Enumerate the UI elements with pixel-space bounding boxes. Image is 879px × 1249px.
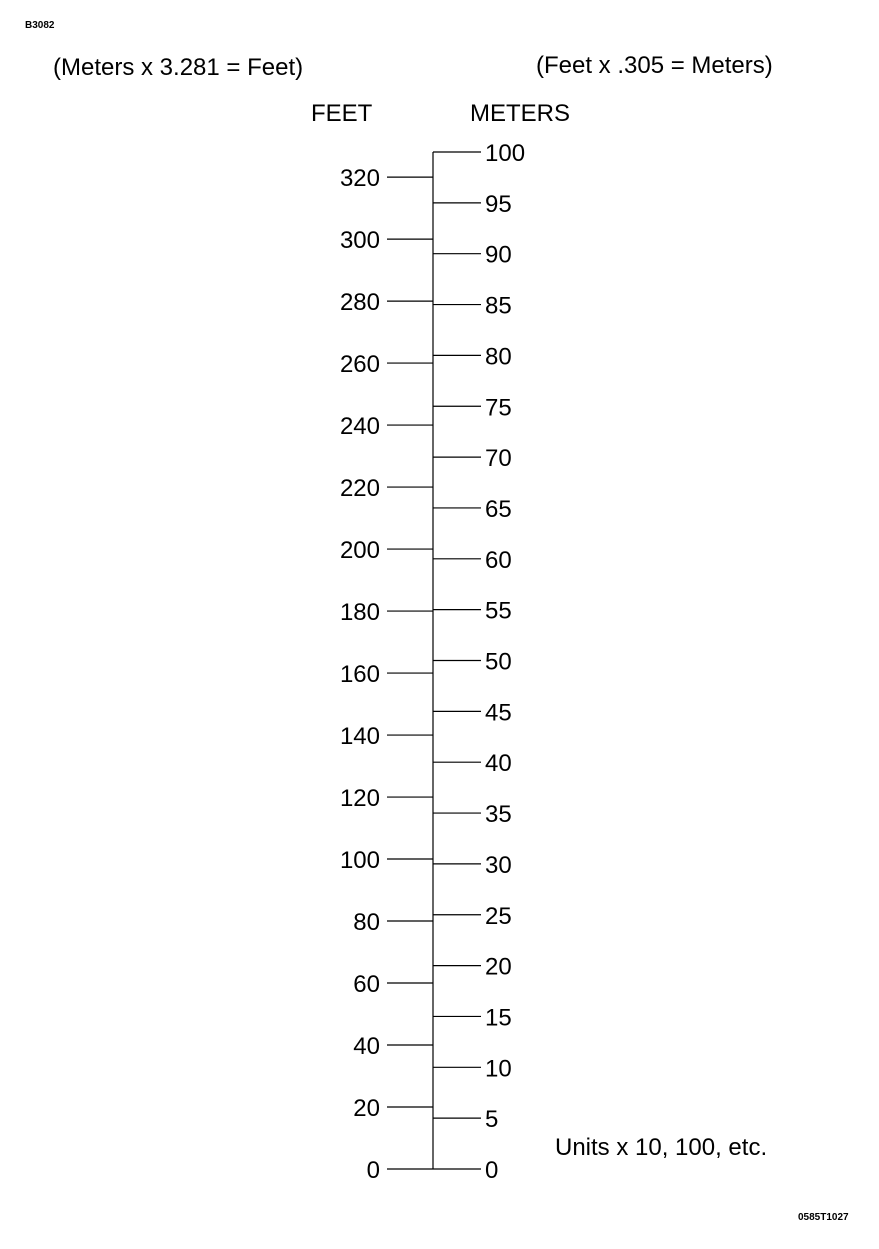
feet-tick-label: 300 <box>339 227 380 255</box>
meters-tick-label: 80 <box>485 343 512 371</box>
meters-tick-label: 60 <box>485 546 512 574</box>
units-note: Units x 10, 100, etc. <box>555 1134 768 1161</box>
feet-tick-group <box>340 165 433 1184</box>
feet-tick-label: 0 <box>366 1157 380 1184</box>
footer-code: 0585T1027 <box>798 1212 849 1223</box>
meters-header: METERS <box>470 100 571 127</box>
meters-tick-label: 75 <box>485 394 512 422</box>
feet-tick-label: 320 <box>339 165 380 193</box>
feet-tick-label: 280 <box>339 289 380 317</box>
feet-tick-label: 140 <box>339 723 380 751</box>
feet-tick-label: 80 <box>353 909 380 937</box>
meters-tick-label: 55 <box>485 597 512 625</box>
feet-tick-label: 180 <box>339 599 380 627</box>
figure-id: B3082 <box>25 20 55 31</box>
feet-tick-label: 60 <box>353 971 380 999</box>
meters-tick-label: 5 <box>485 1106 499 1134</box>
meters-tick-label: 15 <box>485 1004 512 1032</box>
feet-tick-label: 40 <box>353 1033 380 1061</box>
meters-tick-label: 45 <box>485 699 512 727</box>
meters-tick-label: 35 <box>485 801 512 829</box>
meters-tick-label: 40 <box>485 750 512 778</box>
feet-tick-label: 200 <box>339 537 380 565</box>
meters-to-feet-formula: (Meters x 3.281 = Feet) <box>53 54 304 81</box>
feet-to-meters-formula: (Feet x .305 = Meters) <box>536 52 773 79</box>
meters-tick-label: 25 <box>485 902 512 930</box>
feet-tick-label: 120 <box>339 785 380 813</box>
feet-tick-label: 100 <box>339 847 380 875</box>
meters-tick-label: 70 <box>485 445 512 473</box>
meters-tick-label: 0 <box>485 1157 499 1184</box>
meters-tick-label: 100 <box>485 140 526 167</box>
meters-tick-label: 20 <box>485 953 512 981</box>
meters-tick-label: 95 <box>485 190 512 218</box>
meters-tick-label: 65 <box>485 495 512 523</box>
meters-tick-label: 30 <box>485 851 512 879</box>
meters-tick-label: 85 <box>485 292 512 320</box>
meters-tick-label: 90 <box>485 241 512 269</box>
feet-tick-label: 20 <box>353 1095 380 1123</box>
feet-tick-label: 260 <box>339 351 380 379</box>
feet-tick-label: 240 <box>339 413 380 441</box>
meters-tick-label: 10 <box>485 1055 512 1083</box>
meters-tick-label: 50 <box>485 648 512 676</box>
feet-tick-label: 160 <box>339 661 380 689</box>
feet-tick-label: 220 <box>339 475 380 503</box>
feet-header: FEET <box>311 100 373 127</box>
meters-tick-group <box>433 140 525 1184</box>
